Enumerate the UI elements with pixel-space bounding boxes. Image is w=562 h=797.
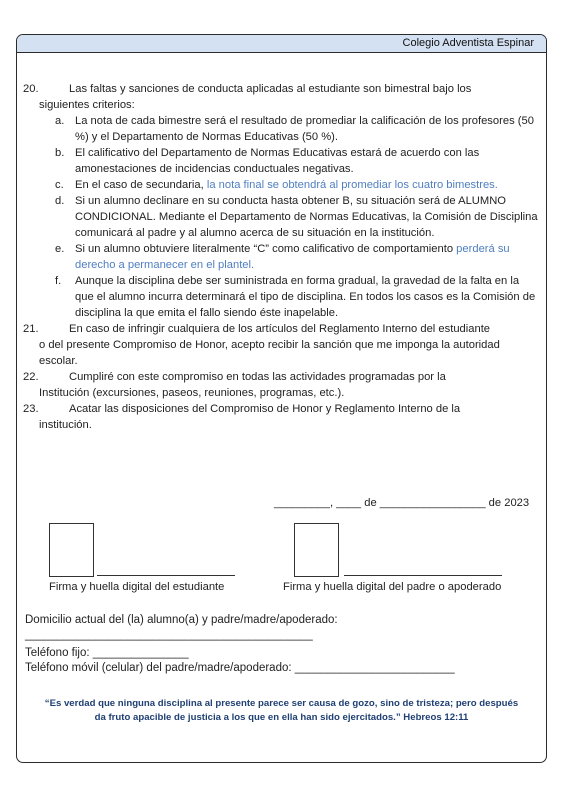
criterion-b xyxy=(17,145,546,177)
landline-field[interactable]: Teléfono fijo: _______________ xyxy=(25,647,189,659)
date-year-label: de 2023 xyxy=(488,497,530,509)
rule-item-21 xyxy=(17,321,546,369)
criterion-letter: a. xyxy=(55,115,65,127)
rule-number: 21. xyxy=(23,323,39,335)
student-signature-label: Firma y huella digital del estudiante xyxy=(49,581,225,593)
criterion-letter: f. xyxy=(55,275,62,287)
rule-item-20 xyxy=(17,81,546,113)
address-line[interactable]: _____________________________________________ xyxy=(25,629,313,641)
criterion-letter: c. xyxy=(55,179,64,191)
criterion-text: Si un alumno obtuviere literalmente “C” como calificativo de comportamiento xyxy=(75,243,454,255)
criterion-text: La nota de cada bimestre será el resultado de promediar la calificación de los profesores (50 %) y el Departamento de Normas Educativas (50 %). xyxy=(75,115,534,143)
document-frame xyxy=(16,34,547,763)
student-fingerprint-box[interactable] xyxy=(49,523,94,577)
rule-text-continuation: o del presente Compromiso de Honor, acepto recibir la sanción que me imponga la autoridad escolar. xyxy=(39,339,500,367)
date-line[interactable] xyxy=(274,497,529,509)
rule-text-first-line: Las faltas y sanciones de conducta aplicadas al estudiante son bimestral bajo los xyxy=(69,83,472,95)
rule-number: 20. xyxy=(23,83,39,95)
mobile-field[interactable]: Teléfono móvil (celular) del padre/madre/apoderado: _________________________ xyxy=(25,662,455,674)
quote-line-2: da fruto apacible de justicia a los que en ella han sido ejercitados.” Hebreos 12:11 xyxy=(94,712,469,723)
criterion-letter: b. xyxy=(55,147,65,159)
rules-list xyxy=(17,81,546,433)
rule-item-22 xyxy=(17,369,546,401)
quote-line-1: “Es verdad que ninguna disciplina al presente parece ser causa de gozo, sino de tristeza; pero después xyxy=(44,698,519,709)
date-month-blank[interactable]: _________________ xyxy=(379,497,486,509)
date-day-blank[interactable]: _________, xyxy=(274,497,334,509)
student-signature-line[interactable] xyxy=(97,575,235,576)
rule-number: 23. xyxy=(23,403,39,415)
parent-signature-label: Firma y huella digital del padre o apoderado xyxy=(283,581,502,593)
rule-item-23 xyxy=(17,401,546,433)
criterion-e xyxy=(17,241,546,273)
bible-quote xyxy=(25,697,538,725)
criterion-text: Si un alumno declinare en su conducta hasta obtener B, su situación será de ALUMNO CONDICIONAL. Mediante el Departamento de Normas Educativas, la Comisión de Disciplina comunicará al padre y al alumno acerca de su situación en la institución. xyxy=(75,195,538,239)
criterion-highlight: la nota final se obtendrá al promediar los cuatro bimestres. xyxy=(206,179,498,191)
school-name: Colegio Adventista Espinar xyxy=(402,37,534,49)
rule-text-continuation: Institución (excursiones, paseos, reuniones, programas, etc.). xyxy=(39,387,345,399)
criterion-text: En el caso de secundaria, xyxy=(75,179,204,191)
criterion-a xyxy=(17,113,546,145)
criterion-f xyxy=(17,273,546,321)
date-de-label: de xyxy=(364,497,377,509)
criterion-c xyxy=(17,177,546,193)
rule-text-continuation: siguientes criterios: xyxy=(39,99,135,111)
rule-text-continuation: institución. xyxy=(39,419,92,431)
rule-text-first-line: En caso de infringir cualquiera de los artículos del Reglamento Interno del estudiante xyxy=(69,323,491,335)
criterion-letter: e. xyxy=(55,243,65,255)
page-header xyxy=(17,35,546,53)
rule-number: 22. xyxy=(23,371,39,383)
rule-text-first-line: Cumpliré con este compromiso en todas las actividades programadas por la xyxy=(69,371,446,383)
parent-fingerprint-box[interactable] xyxy=(294,523,339,577)
criterion-text: Aunque la disciplina debe ser suministrada en forma gradual, la gravedad de la falta en la que el alumno incurra determinará el tipo de disciplina. En todos los casos es la Comisión de disciplina la que emita el fallo siendo éste inapelable. xyxy=(75,275,536,319)
date-num-blank[interactable]: ____ xyxy=(336,497,362,509)
rule-text-first-line: Acatar las disposiciones del Compromiso de Honor y Reglamento Interno de la xyxy=(69,403,461,415)
criterion-highlight: perderá su derecho a permanecer en el plantel. xyxy=(75,243,510,271)
address-label: Domicilio actual del (la) alumno(a) y padre/madre/apoderado: xyxy=(25,614,338,626)
criterion-d xyxy=(17,193,546,241)
parent-signature-line[interactable] xyxy=(344,575,502,576)
criterion-letter: d. xyxy=(55,195,65,207)
criterion-text: El calificativo del Departamento de Normas Educativas estará de acuerdo con las amonestaciones de incidencias conductuales negativas. xyxy=(75,147,480,175)
